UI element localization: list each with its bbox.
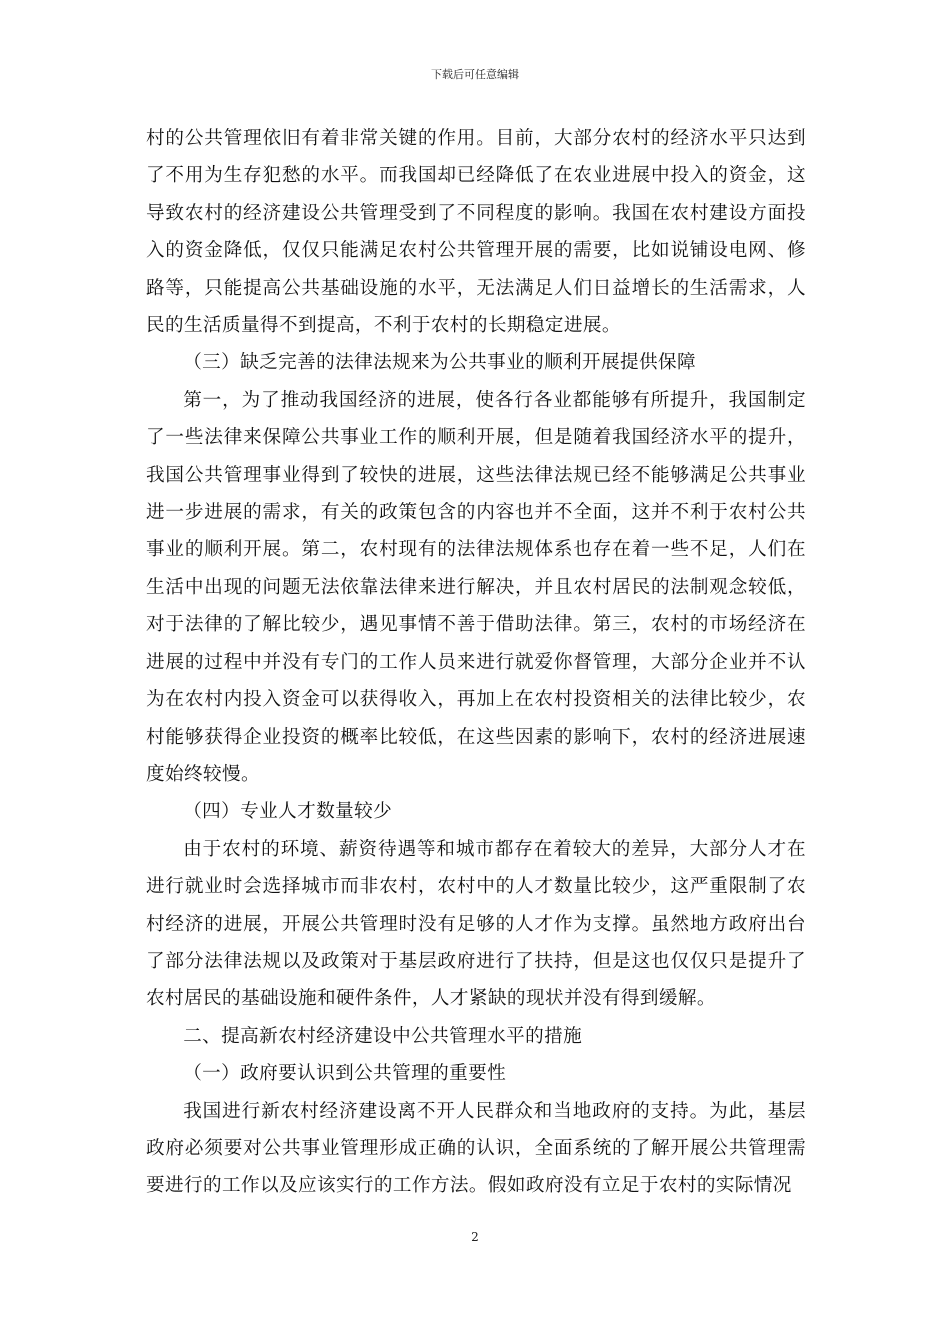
paragraph-4: 我国进行新农村经济建设离不开人民群众和当地政府的支持。为此，基层政府必须要对公共事业管理形成正确的认识，全面系统的了解开展公共管理需要进行的工作以及应该实行的工作方法。假如政府没有立足于农村的实际情况 [146,1100,806,1197]
chapter-heading-2: 二、提高新农村经济建设中公共管理水平的措施 [183,1025,583,1047]
section-heading-1: （一）政府要认识到公共管理的重要性 [183,1063,507,1085]
paragraph-1: 村的公共管理依旧有着非常关键的作用。目前，大部分农村的经济水平只达到了不用为生存犯愁的水平。而我国却已经降低了在农业进展中投入的资金，这导致农村的经济建设公共管理受到了不同程度的影响。我国在农村建设方面投入的资金降低，仅仅只能满足农村公共管理开展的需要，比如说铺设电网、修路等，只能提高公共基础设施的水平，无法满足人们日益增长的生活需求，人民的生活质量得不到提高，不利于农村的长期稳定进展。 [146,128,806,337]
paragraph-3: 由于农村的环境、薪资待遇等和城市都存在着较大的差异，大部分人才在进行就业时会选择城市而非农村，农村中的人才数量比较少，这严重限制了农村经济的进展，开展公共管理时没有足够的人才作为支撑。虽然地方政府出台了部分法律法规以及政策对于基层政府进行了扶持，但是这也仅仅只是提升了农村居民的基础设施和硬件条件，人才紧缺的现状并没有得到缓解。 [146,838,806,1010]
section-heading-4: （四）专业人才数量较少 [183,801,393,823]
page-header: 下载后可任意编辑 [431,68,519,81]
page-number: 2 [471,1230,479,1244]
section-heading-3: （三）缺乏完善的法律法规来为公共事业的顺利开展提供保障 [183,352,697,374]
document-body [146,120,806,1205]
paragraph-2: 第一，为了推动我国经济的进展，使各行各业都能够有所提升，我国制定了一些法律来保障公共事业工作的顺利开展，但是随着我国经济水平的提升，我国公共管理事业得到了较快的进展，这些法律法规已经不能够满足公共事业进一步进展的需求，有关的政策包含的内容也并不全面，这并不利于农村公共事业的顺利开展。第二，农村现有的法律法规体系也存在着一些不足，人们在生活中出现的问题无法依靠法律来进行解决，并且农村居民的法制观念较低，对于法律的了解比较少，遇见事情不善于借助法律。第三，农村的市场经济在进展的过程中并没有专门的工作人员来进行就爱你督管理，大部分企业并不认为在农村内投入资金可以获得收入，再加上在农村投资相关的法律比较少，农村能够获得企业投资的概率比较低，在这些因素的影响下，农村的经济进展速度始终较慢。 [146,389,806,785]
